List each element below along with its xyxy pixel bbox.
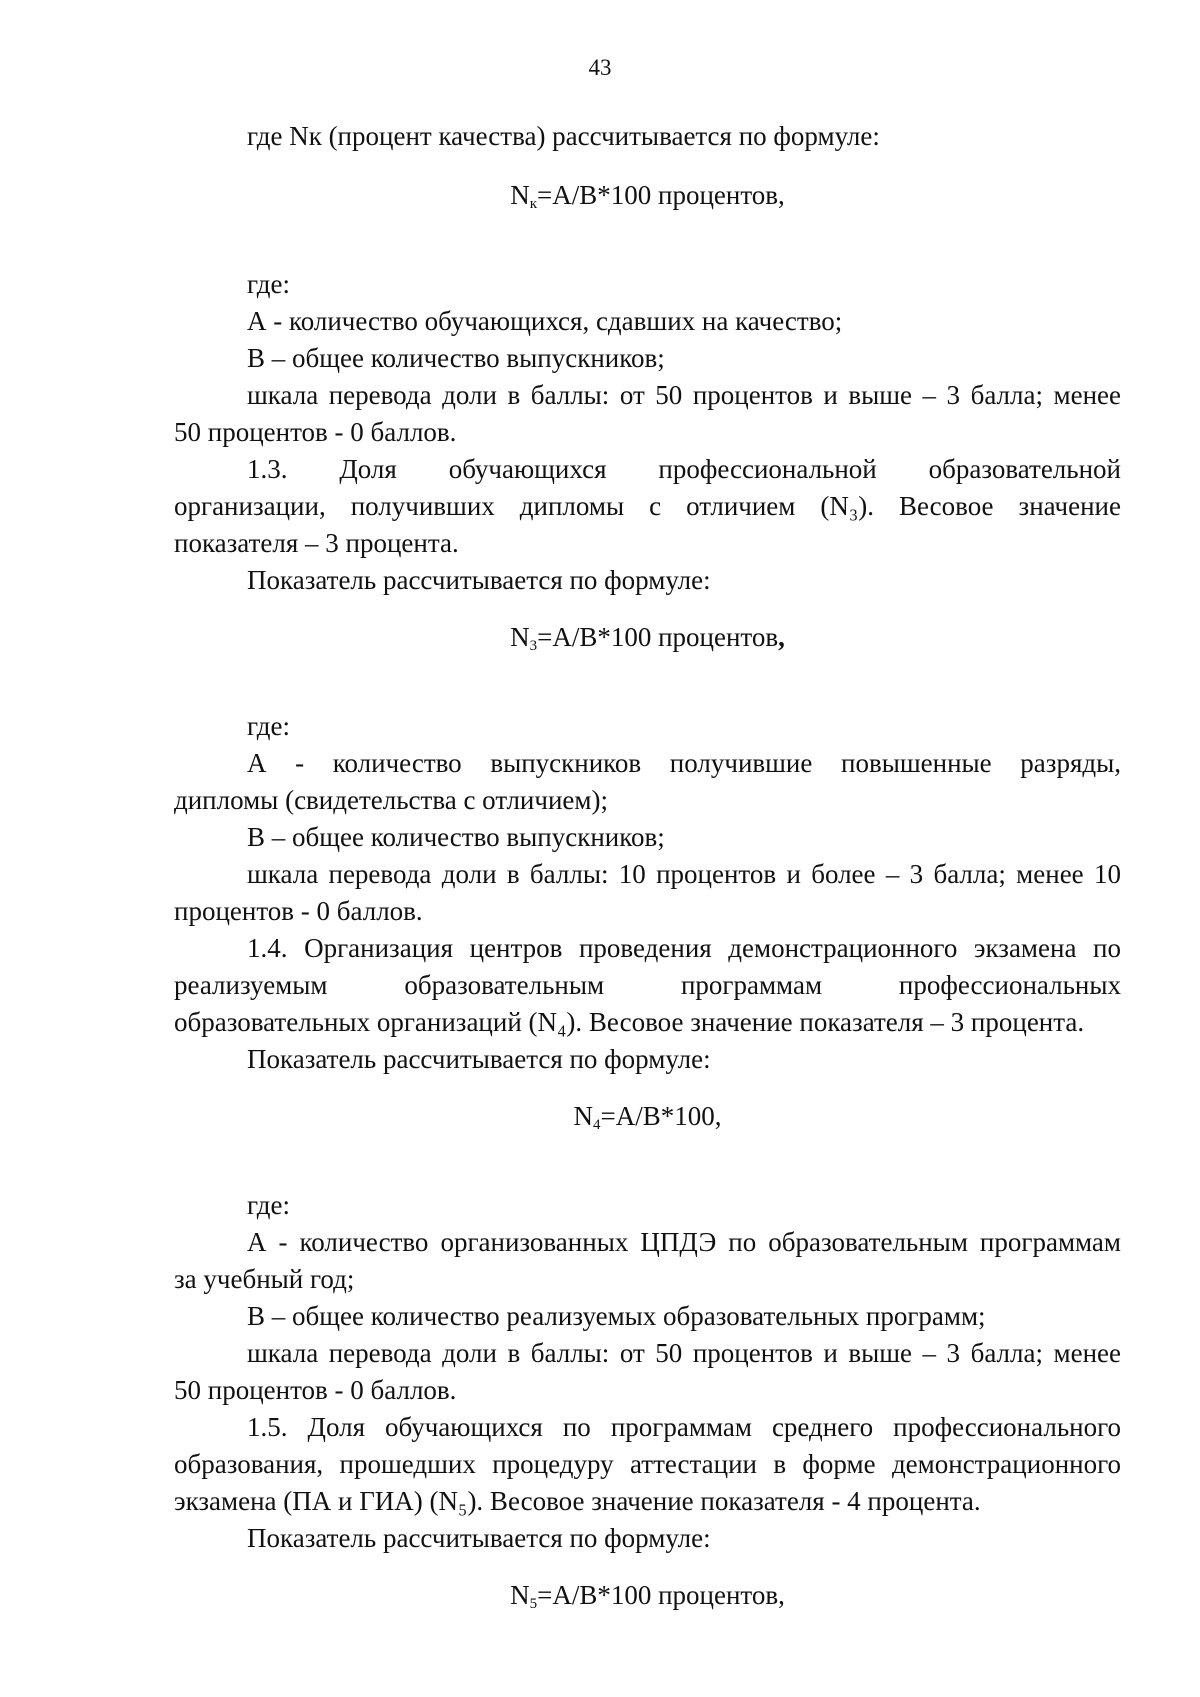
calc-label-4: Показатель рассчитывается по формуле: <box>247 1044 711 1074</box>
formula-k <box>174 177 1121 214</box>
page-number: 43 <box>588 55 612 80</box>
scale-line-1: шкала перевода доли в баллы: от 50 процентов и выше – 3 балла; менее <box>247 380 1121 410</box>
definition-a-line-2: дипломы (свидетельства с отличием); <box>174 785 608 815</box>
scale-line-2: 50 процентов - 0 баллов. <box>174 417 457 447</box>
item-1-3-line-2: организации, получивших дипломы с отличием (N₃). Весовое значение <box>174 491 1121 521</box>
calc-label-5: Показатель рассчитывается по формуле: <box>247 1523 711 1553</box>
formula-4-rest: =А/В*100, <box>600 1101 722 1131</box>
formula-3-subscript: 3 <box>529 638 538 654</box>
formula-4-subscript: 4 <box>593 1117 601 1133</box>
formula-4 <box>174 1098 1121 1135</box>
scale-line-1: шкала перевода доли в баллы: 10 процентов и более – 3 балла; менее 10 <box>247 859 1121 889</box>
formula-k-subscript: к <box>529 196 538 212</box>
definition-b: В – общее количество выпускников; <box>247 343 665 373</box>
definition-b: В – общее количество реализуемых образовательных программ; <box>247 1301 986 1331</box>
formula-5-rest: =А/В*100 процентов, <box>537 1580 785 1610</box>
document-body <box>174 118 1121 1666</box>
where-label: где: <box>247 269 290 299</box>
where-label: где: <box>247 711 290 741</box>
formula-5-subscript: 5 <box>529 1596 538 1612</box>
calc-label-3: Показатель рассчитывается по формуле: <box>247 565 711 595</box>
formula-5-base: N <box>510 1580 530 1610</box>
item-1-5-line-1: 1.5. Доля обучающихся по программам среднего профессионального <box>247 1412 1121 1442</box>
definition-a-line-1: А - количество организованных ЦПДЭ по образовательным программам <box>247 1227 1121 1257</box>
item-1-5-line-2: образования, прошедших процедуру аттестации в форме демонстрационного <box>174 1449 1121 1479</box>
item-1-5-line-3: экзамена (ПА и ГИА) (N₅). Весовое значение показателя - 4 процента. <box>174 1486 981 1516</box>
formula-3-base: N <box>510 622 530 652</box>
item-1-3-line-3: показателя – 3 процента. <box>174 528 459 558</box>
definition-a-line-1: А - количество выпускников получившие повышенные разряды, <box>247 748 1121 778</box>
scale-line-2: 50 процентов - 0 баллов. <box>174 1375 457 1405</box>
definition-a-line-2: за учебный год; <box>174 1264 355 1294</box>
item-1-4-line-1: 1.4. Организация центров проведения демонстрационного экзамена по <box>247 933 1121 963</box>
formula-3-rest: =А/В*100 процентов <box>537 622 779 652</box>
formula-k-rest: =А/В*100 процентов, <box>537 180 785 210</box>
formula-k-base: N <box>510 180 530 210</box>
formula-3-tail: , <box>778 622 785 652</box>
intro-text: где Nк (процент качества) рассчитывается по формуле: <box>247 121 880 151</box>
formula-5 <box>174 1577 1121 1614</box>
item-1-3-line-1: 1.3. Доля обучающихся профессиональной образовательной <box>247 454 1121 484</box>
definition-b: В – общее количество выпускников; <box>247 822 665 852</box>
where-label: где: <box>247 1190 290 1220</box>
scale-line-2: процентов - 0 баллов. <box>174 896 423 926</box>
item-1-4-line-2: реализуемым образовательным программам профессиональных <box>174 970 1121 1000</box>
formula-4-base: N <box>573 1101 593 1131</box>
formula-3 <box>174 619 1121 656</box>
definition-a: А - количество обучающихся, сдавших на качество; <box>247 306 843 336</box>
scale-line-1: шкала перевода доли в баллы: от 50 процентов и выше – 3 балла; менее <box>247 1338 1121 1368</box>
item-1-4-line-3: образовательных организаций (N₄). Весовое значение показателя – 3 процента. <box>174 1007 1085 1037</box>
